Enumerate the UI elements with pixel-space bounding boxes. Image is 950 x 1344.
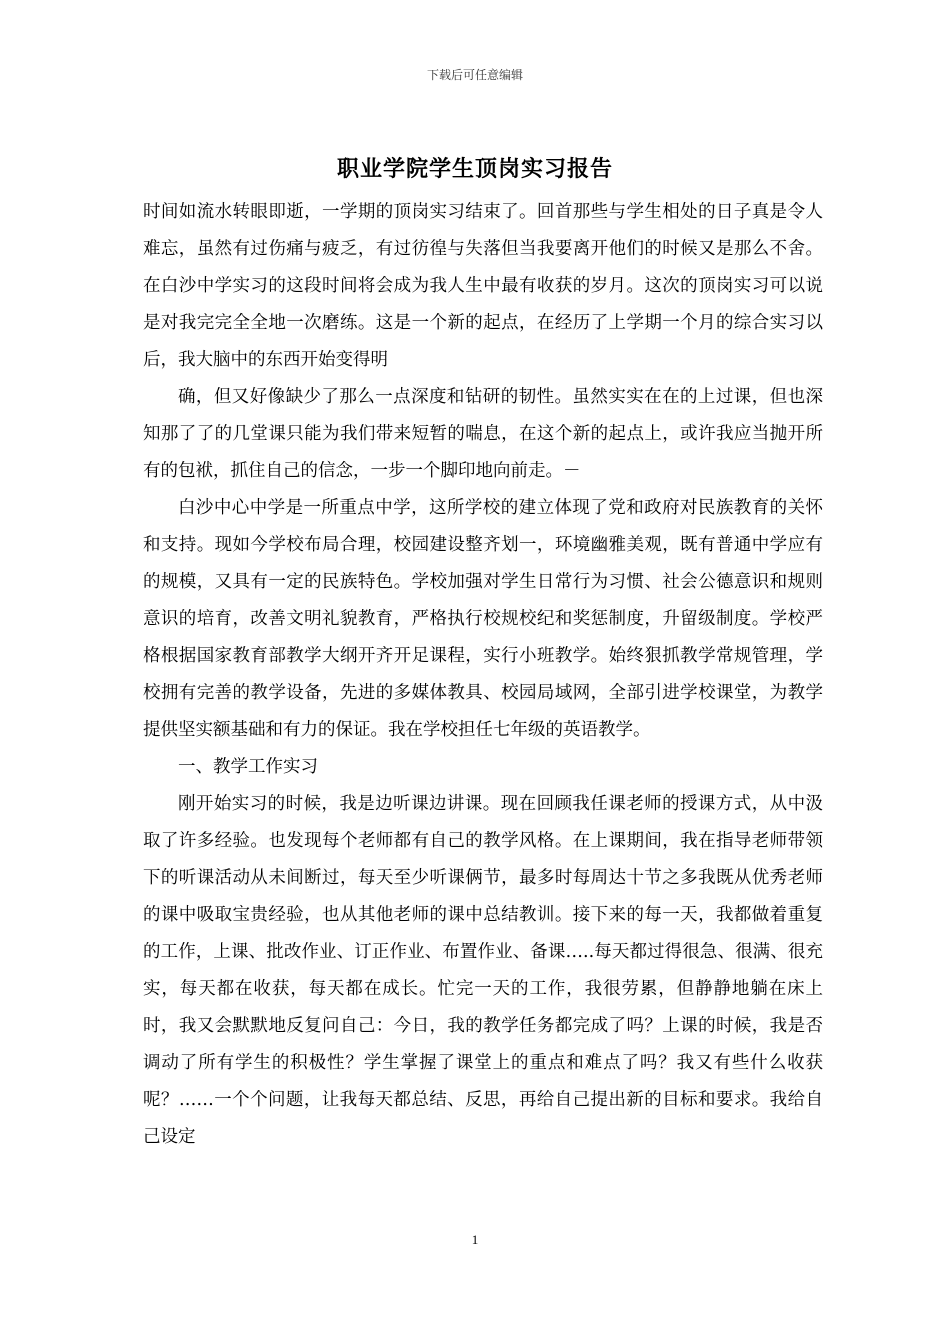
section-heading-teaching: 一、教学工作实习 [178,757,318,777]
paragraph-3: 白沙中心中学是一所重点中学，这所学校的建立体现了党和政府对民族教育的关怀和支持。现如今学校布局合理，校园建设整齐划一，环境幽雅美观，既有普通中学应有的规模，又具有一定的民族特色。学校加强对学生日常行为习惯、社会公德意识和规则意识的培育，改善文明礼貌教育，严格执行校规校纪和奖惩制度，升留级制度。学校严格根据国家教育部教学大纲开齐开足课程，实行小班教学。始终狠抓教学常规管理，学校拥有完善的教学设备，先进的多媒体教具、校园局域网，全部引进学校课堂，为教学提供坚实额基础和有力的保证。我在学校担任七年级的英语教学。 [143,498,823,740]
paragraph-1: 时间如流水转眼即逝，一学期的顶岗实习结束了。回首那些与学生相处的日子真是令人难忘，虽然有过伤痛与疲乏，有过彷徨与失落但当我要离开他们的时候又是那么不舍。在白沙中学实习的这段时间将会成为我人生中最有收获的岁月。这次的顶岗实习可以说是对我完完全全地一次磨练。这是一个新的起点，在经历了上学期一个月的综合实习以后，我大脑中的东西开始变得明 [143,202,823,370]
header-note: 下载后可任意编辑 [426,68,523,82]
paragraph-2: 确，但又好像缺少了那么一点深度和钻研的韧性。虽然实实在在的上过课，但也深知那了了的几堂课只能为我们带来短暂的喘息，在这个新的起点上，或许我应当抛开所有的包袱，抓住自己的信念，一步一个脚印地向前走。－ [143,387,823,481]
document-title: 职业学院学生顶岗实习报告 [336,157,613,182]
page-number: 1 [471,1232,479,1247]
document-body [143,194,823,1156]
paragraph-4: 刚开始实习的时候，我是边听课边讲课。现在回顾我任课老师的授课方式，从中汲取了许多经验。也发现每个老师都有自己的教学风格。在上课期间，我在指导老师带领下的听课活动从未间断过，每天至少听课俩节，最多时每周达十节之多我既从优秀老师的课中吸取宝贵经验，也从其他老师的课中总结教训。接下来的每一天，我都做着重复的工作，上课、批改作业、订正作业、布置作业、备课…..每天都过得很急、很满、很充实，每天都在收获，每天都在成长。忙完一天的工作，我很劳累，但静静地躺在床上时，我又会默默地反复问自己：今日，我的教学任务都完成了吗？上课的时候，我是否调动了所有学生的积极性？学生掌握了课堂上的重点和难点了吗？我又有些什么收获呢？……一个个问题，让我每天都总结、反思，再给自己提出新的目标和要求。我给自己设定 [143,794,823,1147]
